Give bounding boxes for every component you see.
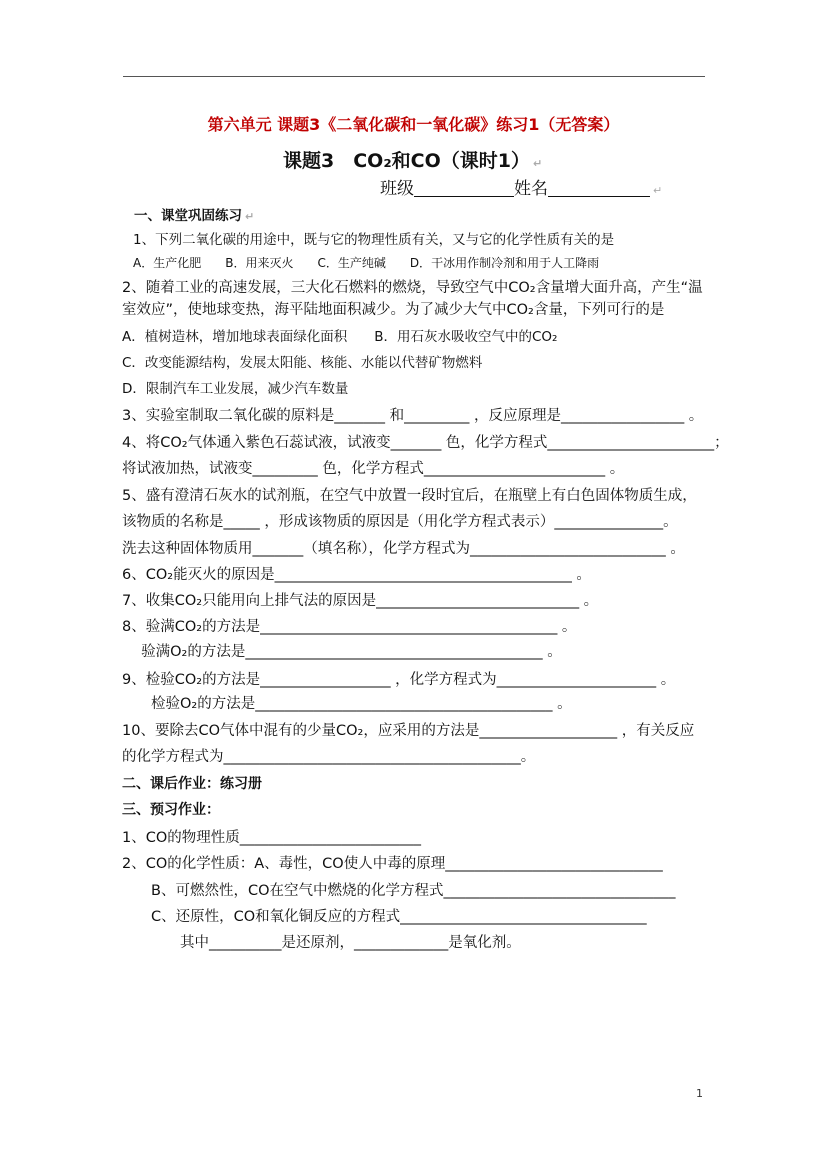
section-heading: 一、课堂巩固练习 ↵: [134, 208, 255, 224]
option-line: D．限制汽车工业发展，减少汽车数量: [122, 381, 349, 397]
option-line: C．改变能源结构，发展太阳能、核能、水能以代替矿物燃料: [122, 355, 483, 371]
question-line: 3、实验室制取二氧化碳的原料是_______ 和_________ ，反应原理是_________________ 。: [122, 408, 704, 424]
option-line: A．植树造林，增加地球表面绿化面积 B．用石灰水吸收空气中的CO₂: [122, 329, 558, 345]
page-number: 1: [696, 1087, 703, 1100]
question-line: 验满O₂的方法是_________________________________________ 。: [122, 644, 562, 660]
question-line: 其中__________是还原剂，_____________是氧化剂。: [122, 935, 521, 951]
class-name-line: 班级 姓名 ↵: [380, 179, 663, 199]
question-line: 该物质的名称是_____ ，形成该物质的原因是（用化学方程式表示）_______________。: [122, 514, 678, 530]
option-line: A．生产化肥 B．用来灭火 C．生产纯碱 D．干冰用作制冷剂和用于人工降雨: [133, 256, 600, 270]
name-blank: [548, 180, 650, 197]
question-line: 9、检验CO₂的方法是__________________ ，化学方程式为______________________ 。: [122, 672, 676, 688]
question-line: 1、下列二氧化碳的用途中，既与它的物理性质有关，又与它的化学性质有关的是: [133, 232, 615, 248]
question-line: 2、随着工业的高速发展，三大化石燃料的燃烧，导致空气中CO₂含量增大面升高，产生“温: [122, 280, 703, 296]
class-blank: [414, 180, 514, 197]
name-label: 姓名: [514, 179, 548, 199]
question-line: 洗去这种固体物质用_______（填名称），化学方程式为___________________________ 。: [122, 541, 685, 557]
section-heading: 二、课后作业：练习册: [122, 776, 262, 792]
question-line: 10、要除去CO气体中混有的少量CO₂，应采用的方法是___________________ ，有关反应: [122, 723, 695, 739]
question-line: 室效应”，使地球变热，海平陆地面积减少。为了减少大气中CO₂含量，下列可行的是: [122, 302, 665, 318]
question-line: 将试液加热，试液变_________ 色，化学方程式_________________________ 。: [122, 461, 625, 477]
question-line: 检验O₂的方法是_________________________________________ 。: [122, 696, 572, 712]
question-line: B、可燃然性，CO在空气中燃烧的化学方程式________________________________: [122, 883, 676, 899]
question-line: 8、验满CO₂的方法是_________________________________________ 。: [122, 619, 577, 635]
class-label: 班级: [380, 179, 414, 199]
question-line: 4、将CO₂气体通入紫色石蕊试液，试液变_______ 色，化学方程式_______________________；: [122, 435, 729, 451]
question-line: 5、盛有澄清石灰水的试剂瓶，在空气中放置一段时宜后，在瓶壁上有白色固体物质生成，: [122, 488, 697, 504]
question-line: 的化学方程式为_________________________________________。: [122, 749, 536, 765]
section-heading: 三、预习作业：: [122, 802, 220, 818]
question-line: C、还原性，CO和氧化铜反应的方程式__________________________________: [122, 909, 647, 925]
question-line: 7、收集CO₂只能用向上排气法的原因是____________________________ 。: [122, 593, 599, 609]
question-line: 1、CO的物理性质_________________________: [122, 830, 422, 846]
lesson-subtitle: 课题3 CO₂和CO（课时1） ↵: [283, 150, 543, 172]
header-rule: [123, 76, 705, 77]
question-line: 6、CO₂能灭火的原因是_________________________________________ 。: [122, 567, 591, 583]
document-title: 第六单元 课题3《二氧化碳和一氧化碳》练习1（无答案）: [207, 115, 620, 134]
question-line: 2、CO的化学性质：A、毒性，CO使人中毒的原理______________________________: [122, 856, 663, 872]
